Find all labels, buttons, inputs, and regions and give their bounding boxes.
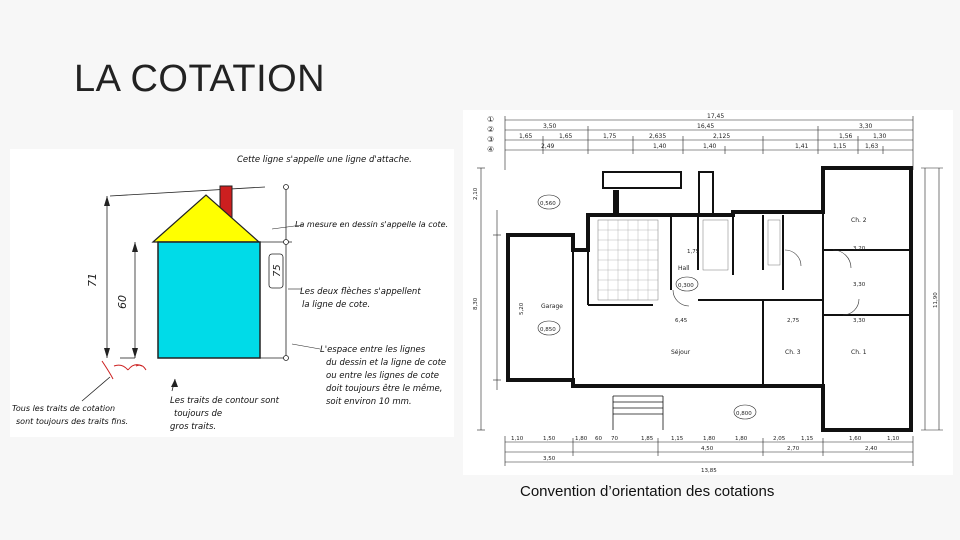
note-extension-line: Cette ligne s'appelle une ligne d'attache.	[237, 155, 412, 165]
dim-label: 1,80	[735, 436, 748, 442]
dimension-value-wall: 60	[116, 295, 129, 309]
note-arrows: Les deux flèches s'appellent	[300, 287, 421, 297]
dim-label: 2,125	[713, 133, 731, 140]
arrow-head	[104, 348, 110, 358]
dim-label: 1,10	[887, 436, 900, 442]
figure-caption: Convention d’orientation des cotations	[520, 483, 775, 500]
svg-text:du dessin et la ligne de cote: du dessin et la ligne de cote	[326, 358, 447, 368]
dim-label: 1,80	[575, 436, 588, 442]
door-swings	[673, 250, 859, 315]
dim-label: 1,41	[795, 143, 809, 150]
dim-label: 1,50	[543, 436, 556, 442]
floor-plan	[463, 110, 953, 475]
dimension-value-roof: 75	[272, 264, 283, 277]
svg-text:0,850: 0,850	[540, 327, 556, 333]
dimension-value-total: 71	[86, 273, 99, 287]
svg-text:0,560: 0,560	[540, 201, 556, 207]
dim-label: 2,635	[649, 133, 667, 140]
dim-label: 3,20	[853, 246, 866, 252]
dim-label: 3,50	[543, 123, 557, 130]
room-label-ch1: Ch. 1	[851, 349, 867, 356]
row-marker: ④	[487, 145, 495, 154]
dim-label: 1,85	[641, 436, 654, 442]
house-dimension-figure	[10, 149, 454, 437]
arrow-head	[132, 242, 138, 252]
svg-text:la ligne de cote.: la ligne de cote.	[302, 300, 371, 310]
dim-label: 1,15	[801, 436, 814, 442]
dim-label: 3,30	[853, 318, 866, 324]
dim-label: 1,15	[833, 143, 847, 150]
right-dimension-chains	[921, 168, 943, 430]
dim-label: 3,30	[853, 282, 866, 288]
dim-label: 1,40	[703, 143, 717, 150]
row-marker: ②	[487, 125, 495, 134]
arrow-head	[132, 348, 138, 358]
dim-label: 1,60	[849, 436, 862, 442]
svg-text:ou entre les lignes de cote: ou entre les lignes de cote	[326, 371, 440, 381]
dim-label: 1,56	[839, 133, 853, 140]
svg-text:0,300: 0,300	[678, 283, 694, 289]
room-label-garage: Garage	[541, 303, 563, 310]
dim-label: 13,85	[701, 468, 717, 474]
dim-label: 60	[595, 436, 602, 442]
dim-label: 1,75	[603, 133, 617, 140]
dim-label: 2,40	[865, 446, 878, 452]
dim-label: 1,10	[511, 436, 524, 442]
svg-text:0,800: 0,800	[736, 411, 752, 417]
dim-label: 3,50	[543, 456, 556, 462]
dim-label: 1,65	[559, 133, 573, 140]
dim-label: 4,50	[701, 446, 714, 452]
room-label-ch3: Ch. 3	[785, 349, 801, 356]
floor-plan-drawing	[463, 110, 953, 475]
dim-label: 11,90	[933, 292, 939, 308]
dim-label: 5,20	[519, 302, 525, 315]
dim-label: 1,75	[687, 249, 700, 255]
dim-label: 8,30	[473, 297, 479, 310]
roof	[153, 195, 259, 242]
dim-label: 6,45	[675, 318, 688, 324]
terrace-wall	[603, 172, 681, 188]
arrow-head	[104, 196, 110, 206]
dim-label: 2,10	[473, 187, 479, 200]
svg-text:sont toujours des traits fins.: sont toujours des traits fins.	[16, 417, 129, 426]
dim-label: 16,45	[697, 123, 715, 130]
dim-label: 17,45	[707, 113, 725, 120]
entrance-steps	[613, 396, 663, 430]
dimensioning-diagram	[10, 149, 454, 437]
dim-label: 2,05	[773, 436, 786, 442]
row-marker: ③	[487, 135, 495, 144]
dim-label: 3,30	[859, 123, 873, 130]
dim-label: 70	[611, 436, 618, 442]
dim-label: 2,70	[787, 446, 800, 452]
note-dimension-value: La mesure en dessin s'appelle la cote.	[295, 220, 449, 229]
extension-line-top	[110, 187, 265, 196]
dim-label: 1,30	[873, 133, 887, 140]
dim-label: 2,75	[787, 318, 800, 324]
dim-label: 2,49	[541, 143, 555, 150]
room-label-hall: Hall	[678, 265, 690, 272]
room-label-ch2: Ch. 2	[851, 217, 867, 224]
svg-text:gros traits.: gros traits.	[170, 422, 217, 432]
note-spacing: L'espace entre les lignes	[320, 345, 426, 355]
dim-label: 1,63	[865, 143, 879, 150]
svg-text:doit toujours être le même,: doit toujours être le même,	[326, 384, 443, 394]
row-marker: ①	[487, 115, 495, 124]
dim-label: 1,15	[671, 436, 684, 442]
note-thin-lines: Tous les traits de cotation	[12, 404, 116, 413]
svg-text:toujours de: toujours de	[174, 409, 223, 419]
dim-label: 1,80	[703, 436, 716, 442]
left-dimension-chains	[477, 168, 501, 430]
note-contour-lines: Les traits de contour sont	[170, 396, 280, 406]
room-label-sejour: Séjour	[671, 349, 691, 356]
svg-text:soit environ 10 mm.: soit environ 10 mm.	[326, 397, 412, 407]
dim-label: 1,40	[653, 143, 667, 150]
house-wall	[158, 242, 260, 358]
dim-label: 1,65	[519, 133, 533, 140]
slide-title: LA COTATION	[74, 58, 326, 100]
